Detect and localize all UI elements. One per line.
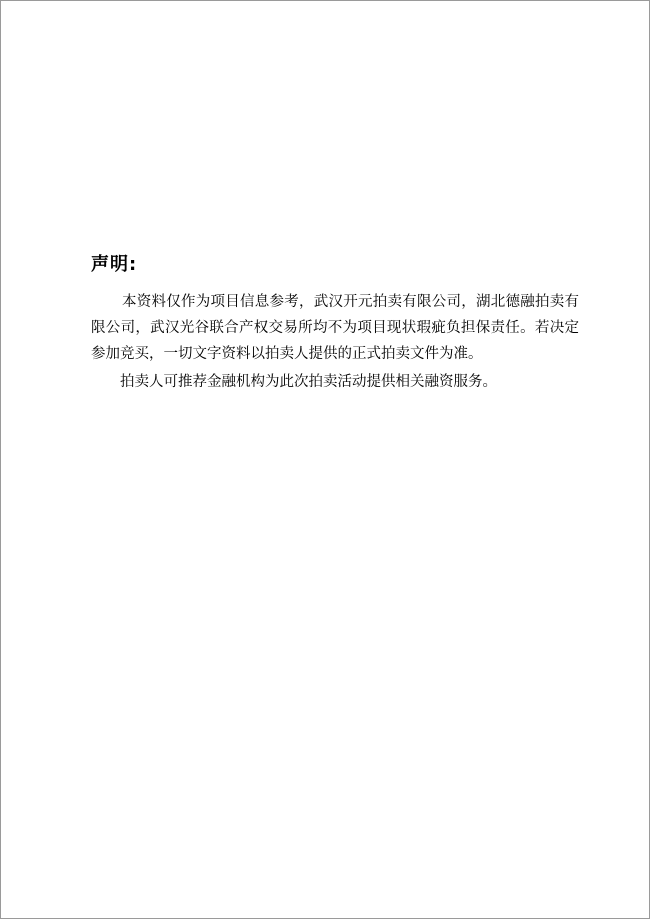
declaration-paragraph-disclaimer: 本资料仅作为项目信息参考，武汉开元拍卖有限公司，湖北德融拍卖有限公司，武汉光谷联合产权交易所均不为项目现状瑕疵负担保责任。若决定参加竞买，一切文字资料以拍卖人提供的正式拍卖文件为准。 bbox=[91, 294, 579, 362]
declaration-heading: 声明: bbox=[91, 254, 138, 275]
declaration-paragraph-financing: 拍卖人可推荐金融机构为此次拍卖活动提供相关融资服务。 bbox=[120, 374, 497, 390]
declaration-body bbox=[91, 289, 579, 395]
